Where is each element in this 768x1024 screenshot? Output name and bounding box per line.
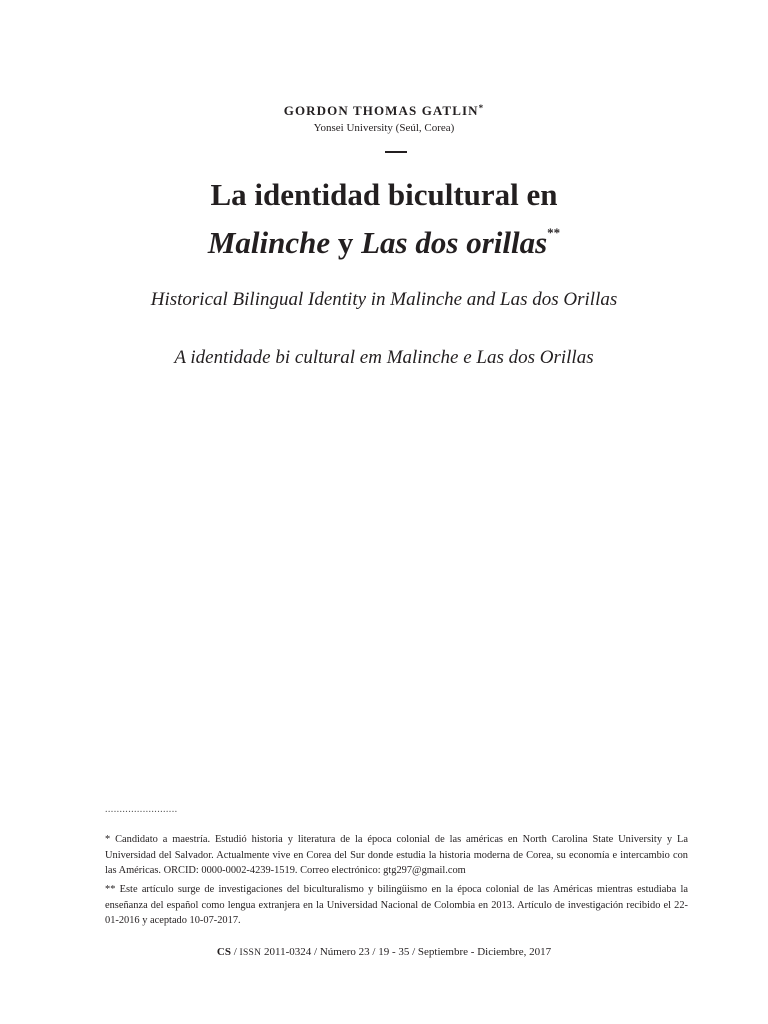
title-divider — [385, 151, 407, 153]
issn-label: ISSN — [239, 948, 262, 958]
footer-separator: / — [230, 946, 240, 958]
title-conjunction: y — [337, 225, 354, 260]
author-affiliation: Yonsei University (Seúl, Corea) — [313, 122, 455, 134]
footnote-separator: ......................... — [105, 804, 178, 815]
title-line-1: La identidad bicultural en — [210, 177, 558, 212]
title-malinche: Malinche — [207, 225, 331, 260]
title-footnote-mark: ** — [547, 225, 561, 240]
author-name — [0, 103, 768, 119]
footnote-article: ** Este artículo surge de investigaciones del biculturalismo y bilingüismo en la época colonial de las Américas mientras estudiaba la enseñanza del español como lengua extranjera en la Universidad Nacional de Colombia en 2013. Artículo de investigación recibido el 22-01-2016 y aceptado 10-07-2017. — [105, 884, 688, 926]
title-las-dos-orillas: Las dos orillas — [361, 225, 548, 260]
title-line-2 — [0, 214, 768, 262]
footnote-author: * Candidato a maestría. Estudió historia y literatura de la época colonial de las américas en North Carolina State University y La Universidad del Salvador. Actualmente vive en Corea del Sur donde estudia la historia moderna de Corea, su economía e intercambio con las Américas. ORCID: 0000-0002-4239-1519. Correo electrónico: gtg297@gmail.com — [105, 834, 688, 876]
subtitle-english: Historical Bilingual Identity in Malinche and Las dos Orillas — [150, 289, 618, 310]
article-title — [0, 176, 768, 262]
author-footnote-mark: * — [478, 103, 485, 113]
journal-footer — [0, 946, 768, 958]
journal-abbrev: CS — [216, 946, 231, 958]
author-name-text: GORDON THOMAS GATLIN — [283, 103, 479, 118]
footer-issue-info: 2011-0324 / Número 23 / 19 - 35 / Septiembre - Diciembre, 2017 — [261, 946, 552, 958]
subtitle-portuguese: A identidade bi cultural em Malinche e Las dos Orillas — [174, 347, 594, 368]
